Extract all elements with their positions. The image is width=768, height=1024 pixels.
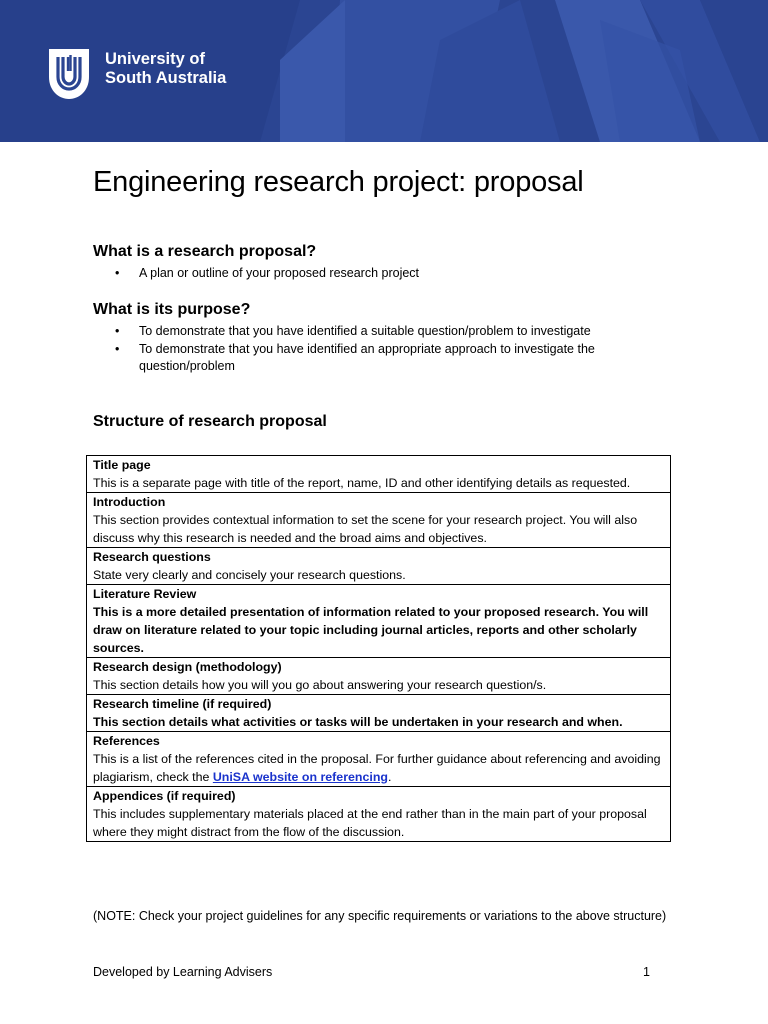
structure-table [86, 455, 671, 842]
row-description-text-end: . [387, 770, 392, 784]
table-row [87, 787, 671, 842]
table-row [87, 493, 671, 548]
table-cell [87, 732, 671, 787]
document-title: Engineering research project: proposal [93, 166, 584, 198]
row-title: Research design (methodology) [93, 660, 282, 674]
row-title: Introduction [93, 495, 166, 509]
university-name-line2: South Australia [105, 69, 227, 87]
row-description: State very clearly and concisely your research questions. [93, 568, 406, 582]
bullet-item: • A plan or outline of your proposed research project [115, 265, 675, 283]
university-logo[interactable] [47, 47, 226, 101]
table-cell [87, 787, 671, 842]
row-description: This includes supplementary materials placed at the end rather than in the main part of your proposal where they might distract from the flow of the discussion. [93, 807, 647, 839]
table-cell [87, 658, 671, 695]
table-row [87, 732, 671, 787]
table-cell [87, 695, 671, 732]
row-description: This is a separate page with title of the report, name, ID and other identifying details as requested. [93, 476, 631, 490]
table-cell [87, 585, 671, 658]
row-description: This section details what activities or tasks will be undertaken in your research and when. [93, 715, 623, 729]
row-title: Literature Review [93, 587, 197, 601]
row-title: Title page [93, 458, 151, 472]
bullet-item: • To demonstrate that you have identified a suitable question/problem to investigate [115, 323, 675, 341]
unisa-referencing-link[interactable]: UniSA website on referencing [212, 770, 388, 784]
section-heading-purpose: What is its purpose? [93, 301, 251, 318]
table-row [87, 548, 671, 585]
row-description [93, 750, 664, 786]
row-description: This section provides contextual information to set the scene for your research project. You will also discuss why this research is needed and the broad aims and objectives. [93, 513, 638, 545]
university-name [105, 50, 226, 88]
row-description: This is a more detailed presentation of information related to your proposed research. You will draw on literature related to your topic including journal articles, reports and other scholarly sources. [93, 605, 649, 655]
structure-note: (NOTE: Check your project guidelines for any specific requirements or variations to the above structure) [93, 909, 667, 923]
row-description: This section details how you will you go about answering your research question/s. [93, 678, 547, 692]
university-name-line1: University of [105, 50, 205, 68]
row-title: Appendices (if required) [93, 789, 236, 803]
table-row [87, 658, 671, 695]
page-header-banner [0, 0, 768, 142]
row-title: References [93, 734, 160, 748]
table-cell [87, 456, 671, 493]
bullet-list-purpose [115, 323, 675, 376]
unisa-shield-logo-icon [47, 47, 91, 101]
row-title: Research questions [93, 550, 211, 564]
footer-credit: Developed by Learning Advisers [93, 965, 273, 979]
table-cell [87, 548, 671, 585]
table-row [87, 456, 671, 493]
structure-heading: Structure of research proposal [93, 413, 327, 430]
bullet-item: • To demonstrate that you have identified an appropriate approach to investigate the question/problem [115, 341, 675, 376]
section-heading-what-is: What is a research proposal? [93, 243, 317, 260]
page-number: 1 [643, 965, 650, 979]
table-row [87, 585, 671, 658]
table-cell [87, 493, 671, 548]
table-row [87, 695, 671, 732]
row-description-text: This is a list of the references cited in the proposal. For further guidance about referencing and avoiding plagiarism, check the [93, 752, 661, 784]
bullet-list-what-is [115, 265, 675, 283]
row-title: Research timeline (if required) [93, 697, 272, 711]
